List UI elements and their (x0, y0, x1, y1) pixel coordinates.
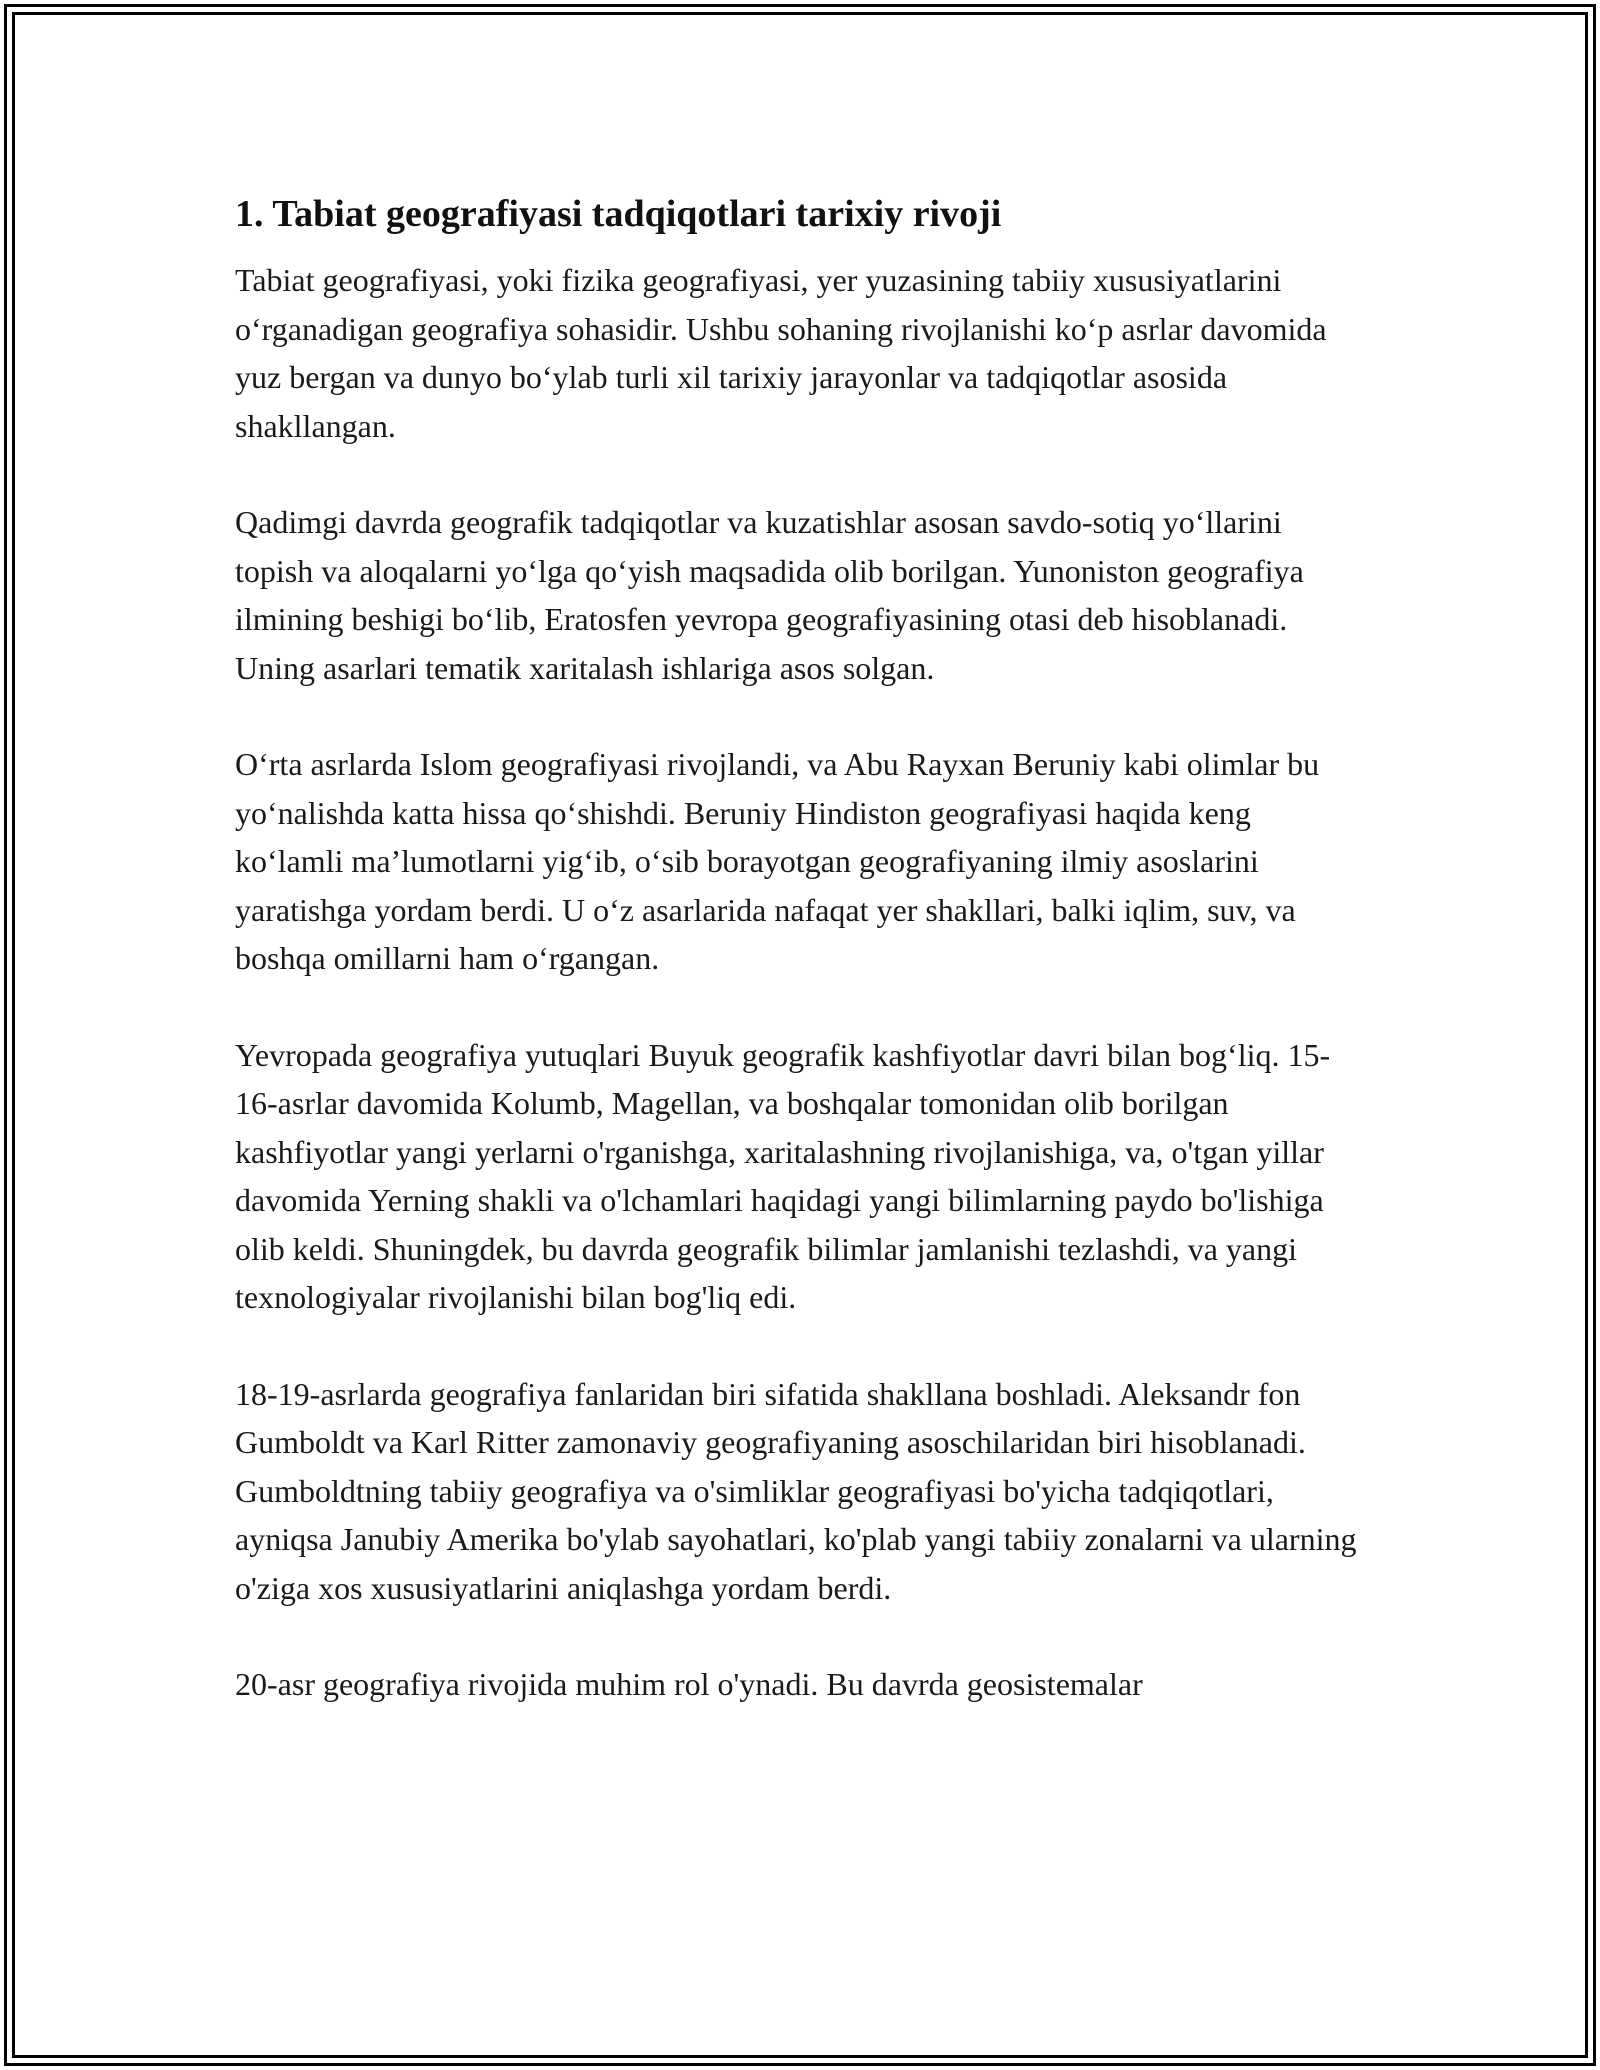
paragraph-18-19-centuries: 18-19-asrlarda geografiya fanlaridan biri sifatida shakllana boshladi. Aleksandr fon Gumboldt va Karl Ritter zamonaviy geografiyaning asoschilaridan biri hisoblanadi. Gumboldtning tabiiy geografiya va o'simliklar geografiyasi bo'yicha tadqiqotlari, ayniqsa Janubiy Amerika bo'ylab sayohatlari, ko'plab yangi tabiiy zonalarni va ularning o'ziga xos xususiyatlarini aniqlashga yordam berdi. (235, 1375, 1357, 1606)
paragraph-middle-ages: O‘rta asrlarda Islom geografiyasi rivojlandi, va Abu Rayxan Beruniy kabi olimlar bu yo‘nalishda katta hissa qo‘shishdi. Beruniy Hindiston geografiyasi haqida keng ko‘lamli ma’lumotlarni yig‘ib, o‘sib borayotgan geografiyaning ilmiy asoslarini yaratishga yordam berdi. U o‘z asarlarida nafaqat yer shakllari, balki iqlim, suv, va boshqa omillarni ham o‘rgangan. (235, 746, 1320, 976)
paragraph-ancient-period: Qadimgi davrda geografik tadqiqotlar va kuzatishlar asosan savdo-sotiq yo‘llarini topish va aloqalarni yo‘lga qo‘yish maqsadida olib borilgan. Yunoniston geografiya ilmining beshigi bo‘lib, Eratosfen yevropa geografiyasining otasi deb hisoblanadi. Uning asarlari tematik xaritalash ishlariga asos solgan. (235, 504, 1304, 686)
paragraph-intro: Tabiat geografiyasi, yoki fizika geografiyasi, yer yuzasining tabiiy xususiyatlarini o‘rganadigan geografiya sohasidir. Ushbu sohaning rivojlanishi ko‘p asrlar davomida yuz bergan va dunyo bo‘ylab turli xil tarixiy jarayonlar va tadqiqotlar asosida shakllangan. (235, 262, 1327, 444)
section-heading: 1. Tabiat geografiyasi tadqiqotlari tarixiy rivoji (235, 193, 1002, 235)
document-body (235, 188, 1365, 1757)
paragraph-age-of-discovery: Yevropada geografiya yutuqlari Buyuk geografik kashfiyotlar davri bilan bog‘liq. 15-16-asrlar davomida Kolumb, Magellan, va boshqalar tomonidan olib borilgan kashfiyotlar yangi yerlarni o'rganishga, xaritalashning rivojlanishiga, va, o'tgan yillar davomida Yerning shakli va o'lchamlari haqidagi yangi bilimlarning paydo bo'lishiga olib keldi. Shuningdek, bu davrda geografik bilimlar jamlanishi tezlashdi, va yangi texnologiyalar rivojlanishi bilan bog'liq edi. (235, 1036, 1331, 1315)
paragraph-20th-century: 20-asr geografiya rivojida muhim rol o'ynadi. Bu davrda geosistemalar (235, 1666, 1143, 1702)
